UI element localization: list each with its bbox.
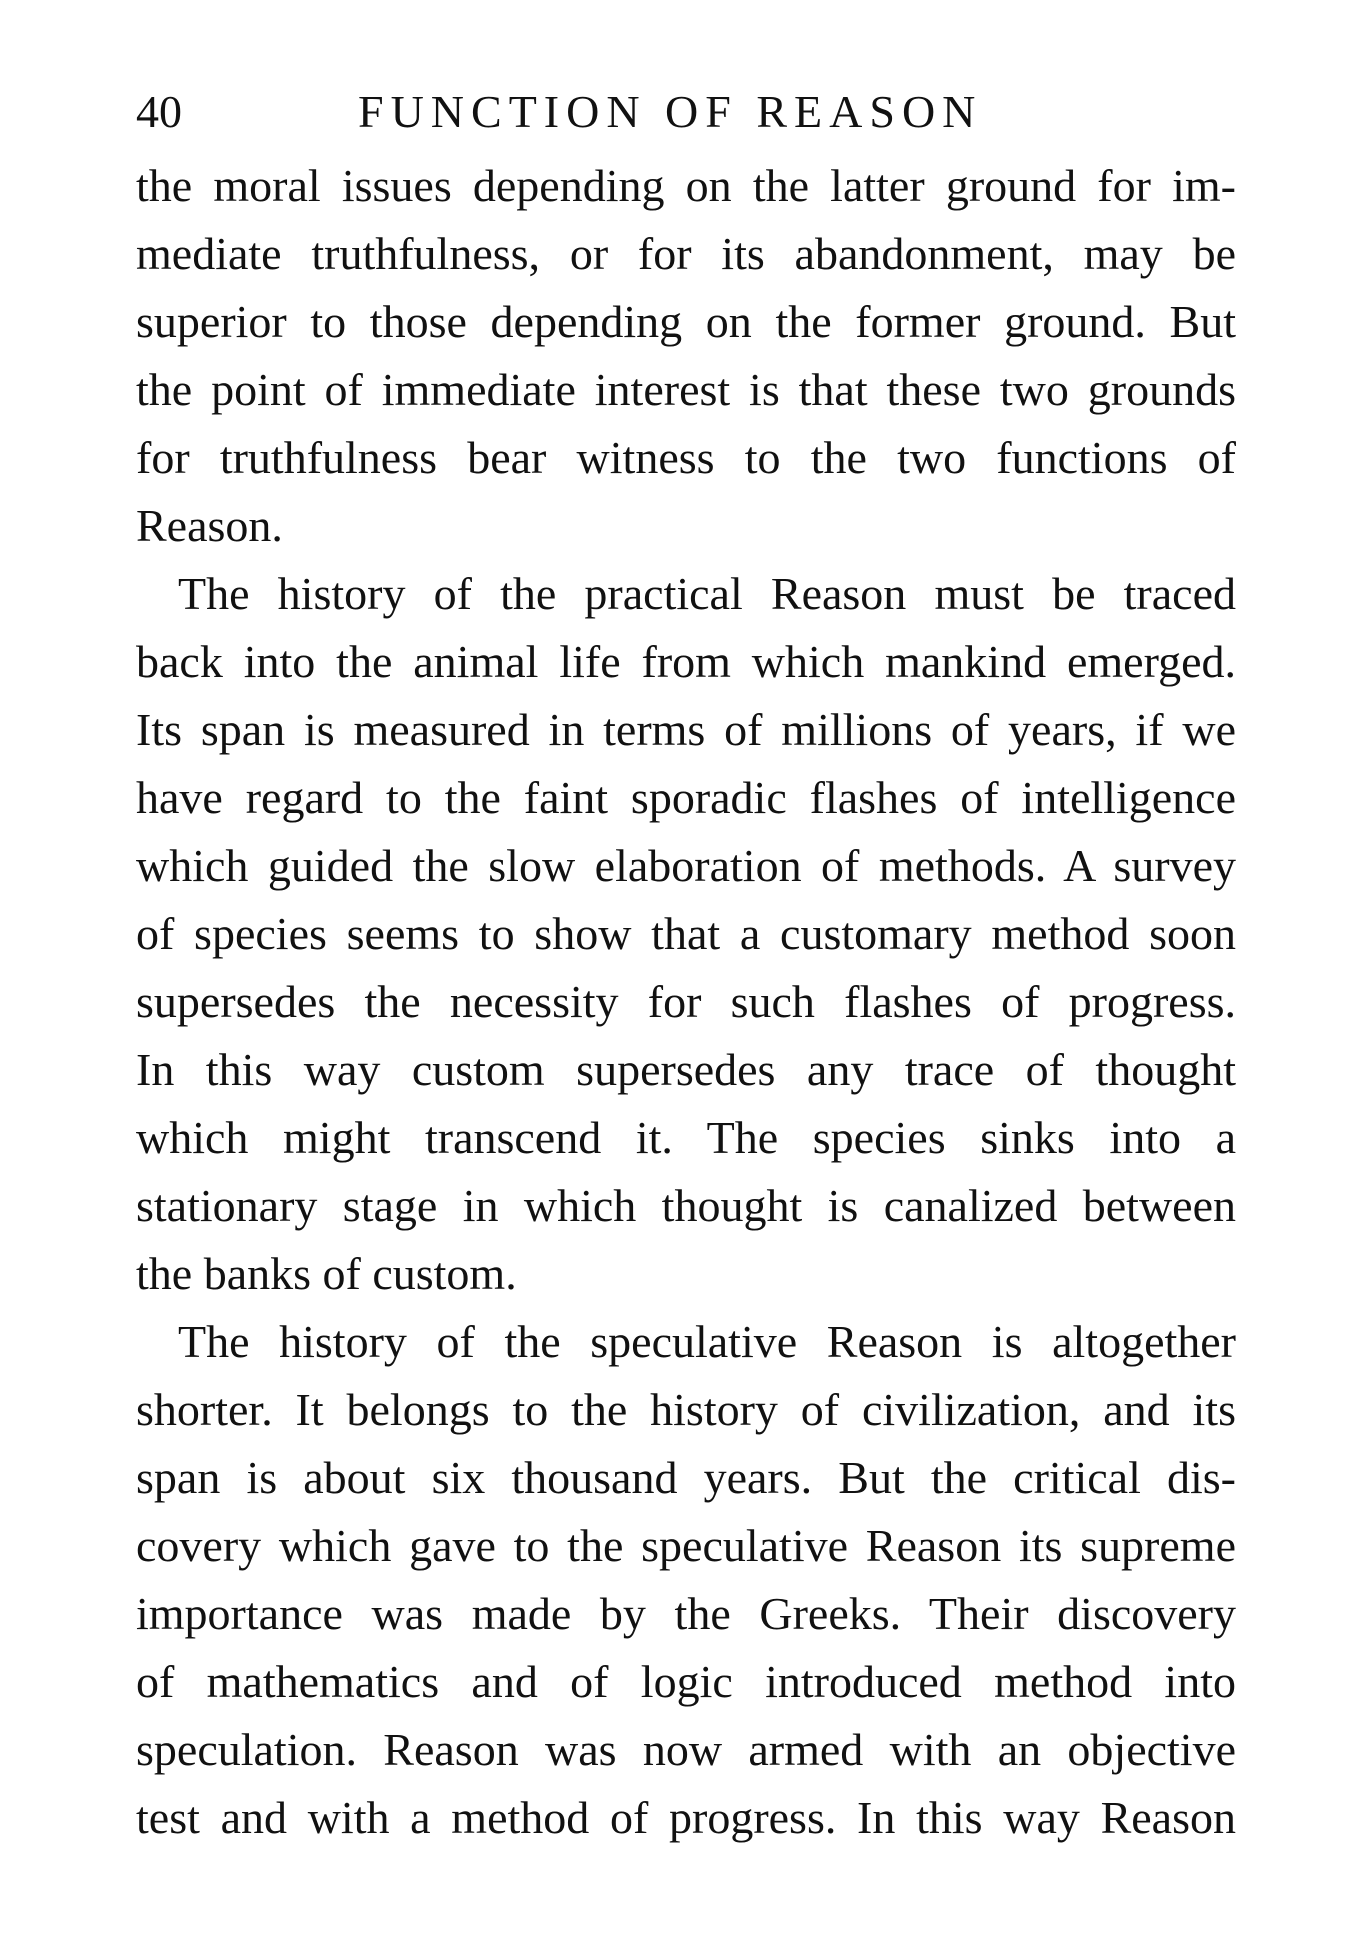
paragraph [136,560,1236,1308]
text-line: Its span is measured in terms of millions of years, if we [136,704,1236,755]
text-line: Reason. [136,500,283,551]
text-line: of species seems to show that a customary method soon [136,908,1236,959]
text-line: the moral issues depending on the latter ground for im- [136,160,1236,211]
text-line: have regard to the faint sporadic flashes of intelligence [136,772,1236,823]
text-line: stationary stage in which thought is canalized between [136,1180,1236,1231]
text-line: speculation. Reason was now armed with an objective [136,1724,1236,1775]
text-line: In this way custom supersedes any trace of thought [136,1044,1236,1095]
text-line: which guided the slow elaboration of methods. A survey [136,840,1236,891]
text-line: of mathematics and of logic introduced method into [136,1656,1236,1707]
text-line: supersedes the necessity for such flashes of progress. [136,976,1236,1027]
page-number: 40 [136,86,182,137]
page-header [136,82,1256,142]
running-title: FUNCTION OF REASON [358,86,983,137]
text-line: test and with a method of progress. In this way Reason [136,1792,1236,1843]
text-line: for truthfulness bear witness to the two functions of [136,432,1236,483]
text-line: The history of the practical Reason must be traced [178,568,1236,619]
text-line: span is about six thousand years. But the critical dis- [136,1452,1236,1503]
text-line: The history of the speculative Reason is altogether [178,1316,1236,1367]
text-line: the banks of custom. [136,1248,517,1299]
text-line: superior to those depending on the former ground. But [136,296,1236,347]
text-line: the point of immediate interest is that these two grounds [136,364,1236,415]
paragraph [136,152,1236,560]
text-line: back into the animal life from which mankind emerged. [136,636,1236,687]
text-line: which might transcend it. The species sinks into a [136,1112,1236,1163]
text-line: importance was made by the Greeks. Their discovery [136,1588,1236,1639]
paragraph [136,1308,1236,1852]
text-line: covery which gave to the speculative Reason its supreme [136,1520,1236,1571]
text-line: shorter. It belongs to the history of civilization, and its [136,1384,1236,1435]
body-text [136,152,1236,1852]
text-line: mediate truthfulness, or for its abandonment, may be [136,228,1236,279]
